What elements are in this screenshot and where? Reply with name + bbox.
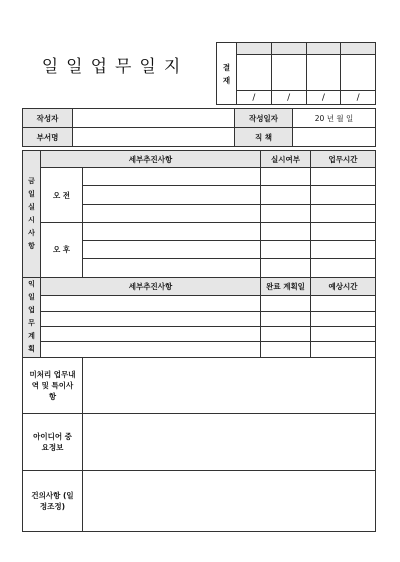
am-done-cell[interactable] — [261, 204, 311, 222]
approval-table — [216, 42, 376, 105]
am-time-cell[interactable] — [311, 168, 376, 186]
tomorrow-time-cell[interactable] — [311, 311, 376, 326]
approval-header-cell — [341, 43, 376, 55]
pm-done-cell[interactable] — [261, 241, 311, 259]
tomorrow-time-header: 예상시간 — [311, 277, 376, 296]
am-task-row[interactable] — [83, 186, 261, 204]
approval-sign-cell[interactable] — [306, 55, 341, 91]
approval-header-cell — [306, 43, 341, 55]
pm-task-row[interactable] — [83, 259, 261, 277]
approval-date-cell[interactable]: / — [237, 91, 272, 105]
tomorrow-plan-cell[interactable] — [261, 311, 311, 326]
pm-task-row[interactable] — [83, 241, 261, 259]
tomorrow-task-row[interactable] — [41, 342, 261, 357]
pending-field[interactable] — [83, 357, 376, 414]
suggest-field[interactable] — [83, 471, 376, 532]
pm-done-cell[interactable] — [261, 259, 311, 277]
idea-label: 아이디어 중요정보 — [23, 414, 83, 471]
am-time-cell[interactable] — [311, 204, 376, 222]
am-time-cell[interactable] — [311, 186, 376, 204]
approval-sign-cell[interactable] — [341, 55, 376, 91]
approval-sign-cell[interactable] — [237, 55, 272, 91]
position-label: 직 책 — [235, 128, 293, 147]
pm-label: 오 후 — [41, 222, 83, 277]
approval-date-cell[interactable]: / — [271, 91, 306, 105]
pm-task-row[interactable] — [83, 222, 261, 240]
am-done-cell[interactable] — [261, 186, 311, 204]
tomorrow-task-row[interactable] — [41, 326, 261, 341]
info-table — [22, 108, 376, 147]
approval-date-cell[interactable]: / — [341, 91, 376, 105]
tomorrow-task-row[interactable] — [41, 296, 261, 311]
page-title: 일일업무일지 — [41, 57, 189, 77]
tomorrow-time-cell[interactable] — [311, 326, 376, 341]
writer-label: 작성자 — [23, 109, 73, 128]
today-detail-header: 세부추진사항 — [41, 151, 261, 168]
dept-field[interactable] — [73, 128, 235, 147]
am-task-row[interactable] — [83, 168, 261, 186]
tomorrow-plan-cell[interactable] — [261, 326, 311, 341]
approval-label: 결재 — [217, 43, 237, 105]
am-done-cell[interactable] — [261, 168, 311, 186]
date-field[interactable]: 20 년 월 일 — [293, 109, 376, 128]
pending-label: 미처리 업무내역 및 특이사항 — [23, 357, 83, 414]
tomorrow-plan-cell[interactable] — [261, 342, 311, 357]
pm-done-cell[interactable] — [261, 222, 311, 240]
tomorrow-plan-cell[interactable] — [261, 296, 311, 311]
tomorrow-section-label: 익일 업무 계획 — [23, 277, 41, 357]
approval-header-cell — [237, 43, 272, 55]
am-label: 오 전 — [41, 168, 83, 223]
today-done-header: 실시여부 — [261, 151, 311, 168]
date-label: 작성일자 — [235, 109, 293, 128]
tomorrow-detail-header: 세부추진사항 — [41, 277, 261, 296]
today-time-header: 업무시간 — [311, 151, 376, 168]
pm-time-cell[interactable] — [311, 241, 376, 259]
main-table — [22, 150, 376, 532]
approval-date-cell[interactable]: / — [306, 91, 341, 105]
tomorrow-task-row[interactable] — [41, 311, 261, 326]
tomorrow-time-cell[interactable] — [311, 296, 376, 311]
tomorrow-time-cell[interactable] — [311, 342, 376, 357]
position-field[interactable] — [293, 128, 376, 147]
pm-time-cell[interactable] — [311, 259, 376, 277]
approval-header-cell — [271, 43, 306, 55]
idea-field[interactable] — [83, 414, 376, 471]
today-section-label: 금일 실시사항 — [23, 151, 41, 278]
suggest-label: 건의사항 (일정조정) — [23, 471, 83, 532]
dept-label: 부서명 — [23, 128, 73, 147]
writer-field[interactable] — [73, 109, 235, 128]
approval-sign-cell[interactable] — [271, 55, 306, 91]
tomorrow-plan-header: 완료 계획일 — [261, 277, 311, 296]
am-task-row[interactable] — [83, 204, 261, 222]
pm-time-cell[interactable] — [311, 222, 376, 240]
